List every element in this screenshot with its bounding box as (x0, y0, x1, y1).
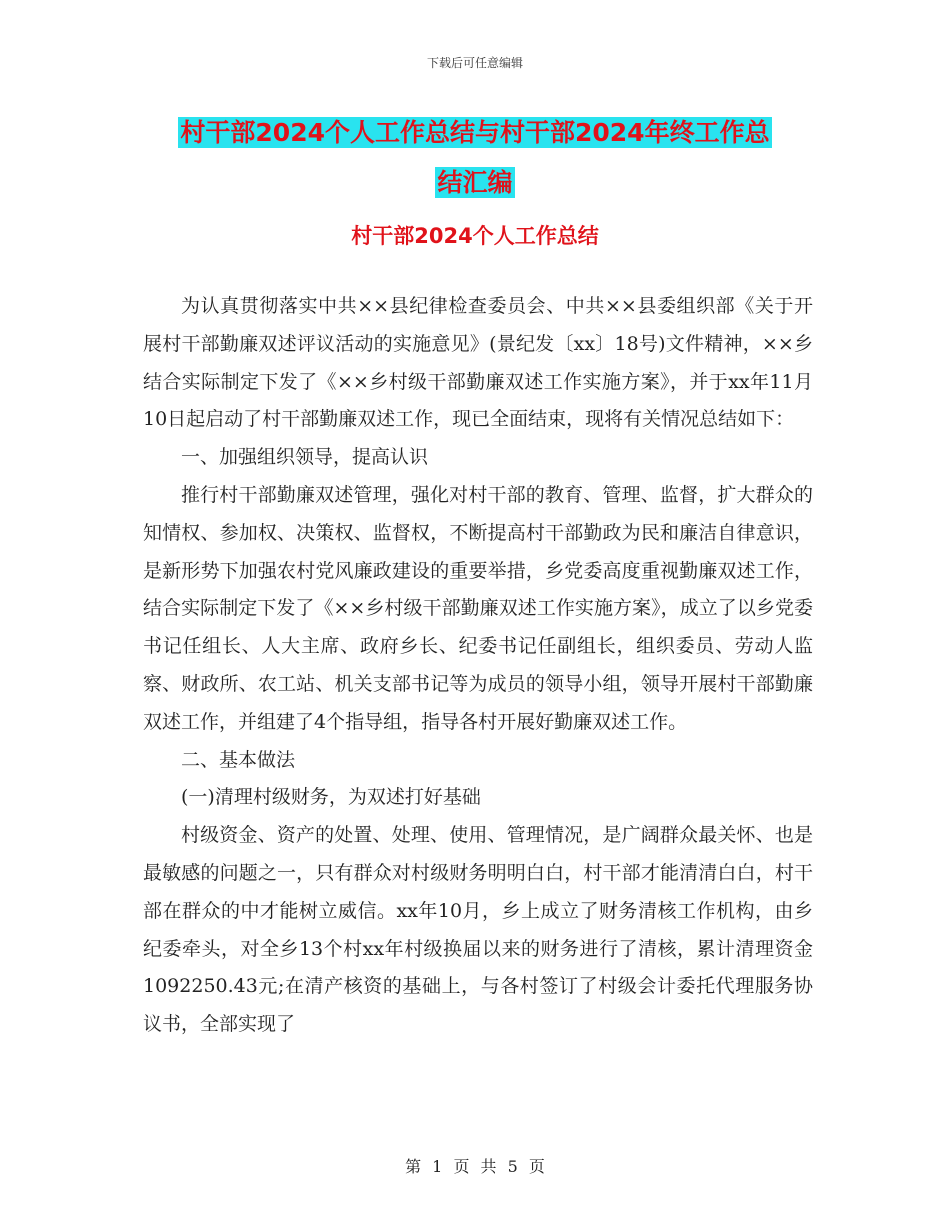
header-note: 下载后可任意编辑 (426, 56, 523, 70)
page-footer: 第 1 页 共 5 页 (405, 1157, 545, 1176)
document-title (150, 108, 800, 208)
paragraph-organization: 推行村干部勤廉双述管理，强化对村干部的教育、管理、监督，扩大群众的知情权、参加权、决策权、监督权，不断提高村干部勤政为民和廉洁自律意识，是新形势下加强农村党风廉政建设的重要举措，乡党委高度重视勤廉双述工作，结合实际制定下发了《××乡村级干部勤廉双述工作实施方案》，成立了以乡党委书记任组长、人大主席、政府乡长、纪委书记任副组长，组织委员、劳动人监察、财政所、农工站、机关支部书记等为成员的领导小组，领导开展村干部勤廉双述工作，并组建了4个指导组，指导各村开展好勤廉双述工作。 (143, 483, 813, 733)
document-body (143, 288, 813, 1044)
heading-methods: 二、基本做法 (181, 748, 296, 771)
document-title-line-2: 结汇编 (437, 168, 513, 197)
document-title-line-1: 村干部2024个人工作总结与村干部2024年终工作总 (180, 118, 770, 147)
paragraph-finance: 村级资金、资产的处置、处理、使用、管理情况，是广阔群众最关怀、也是最敏感的问题之一，只有群众对村级财务明明白白，村干部才能清清白白，村干部在群众的中才能树立威信。xx年10月，乡上成立了财务清核工作机构，由乡纪委牵头，对全乡13个村xx年村级换届以来的财务进行了清核，累计清理资金1092250.43元;在清产核资的基础上，与各村签订了村级会计委托代理服务协议书，全部实现了 (143, 824, 813, 1036)
section-title: 村干部2024个人工作总结 (351, 224, 599, 248)
heading-organization: 一、加强组织领导，提高认识 (181, 446, 429, 469)
paragraph-intro: 为认真贯彻落实中共××县纪律检查委员会、中共××县委组织部《关于开展村干部勤廉双述评议活动的实施意见》(景纪发〔xx〕18号)文件精神，××乡结合实际制定下发了《××乡村级干部勤廉双述工作实施方案》，并于xx年11月10日起启动了村干部勤廉双述工作，现已全面结束，现将有关情况总结如下： (143, 295, 813, 431)
subheading-finance: (一)清理村级财务，为双述打好基础 (181, 786, 481, 809)
